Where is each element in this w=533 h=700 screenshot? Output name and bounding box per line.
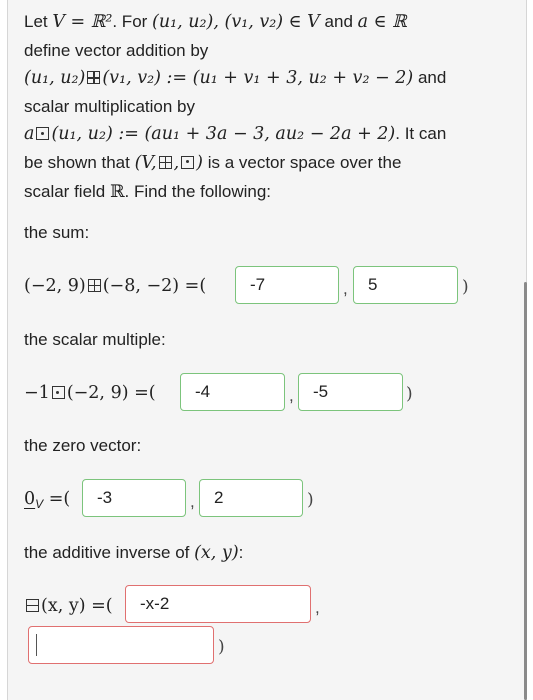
text: is a vector space over the bbox=[202, 152, 402, 172]
input-value: -7 bbox=[250, 275, 266, 294]
boxed-dot-icon bbox=[52, 386, 65, 399]
statement-line-3 bbox=[24, 64, 504, 93]
math: (u₁, u₂) bbox=[24, 68, 86, 89]
math: ℝ bbox=[109, 181, 125, 202]
boxed-dot-icon bbox=[181, 156, 194, 169]
math: (u₁, u₂), (v₁, v₂) ∈ V bbox=[152, 12, 320, 32]
text: be shown that bbox=[24, 152, 135, 172]
zero-y-input[interactable] bbox=[199, 479, 303, 517]
sum-expression bbox=[24, 276, 206, 296]
scalar-expression bbox=[24, 383, 156, 403]
input-value: 5 bbox=[368, 275, 378, 294]
close-paren: ) bbox=[406, 384, 413, 404]
boxed-plus-icon bbox=[87, 71, 100, 84]
statement-line-4: scalar multiplication by bbox=[24, 96, 196, 116]
inverse-label bbox=[24, 543, 243, 563]
math: (−2, 9) bbox=[24, 276, 86, 296]
math: a bbox=[24, 124, 35, 145]
text-cursor bbox=[36, 634, 37, 656]
boxed-minus-icon bbox=[26, 599, 39, 612]
boxed-dot-icon bbox=[36, 127, 49, 140]
text: scalar field bbox=[24, 181, 110, 201]
text: the additive inverse of bbox=[24, 543, 195, 562]
math-subscript: V bbox=[35, 497, 44, 511]
comma-separator: , bbox=[343, 279, 348, 298]
scalar-x-input[interactable] bbox=[180, 373, 285, 411]
sum-x-input[interactable] bbox=[235, 266, 339, 304]
comma-separator: , bbox=[315, 598, 320, 617]
statement-line-5 bbox=[24, 120, 504, 149]
boxed-plus-icon bbox=[88, 279, 101, 292]
math: =( bbox=[43, 489, 71, 509]
math: −1 bbox=[24, 383, 50, 403]
scalar-y-input[interactable] bbox=[298, 373, 403, 411]
close-paren: ) bbox=[462, 277, 469, 297]
zero-expression bbox=[24, 489, 70, 511]
statement-line-6 bbox=[24, 149, 504, 178]
scrollbar[interactable] bbox=[524, 282, 527, 700]
comma-separator: , bbox=[190, 492, 195, 511]
math: (v₁, v₂) := (u₁ + v₁ + 3, u₂ + v₂ − 2) bbox=[102, 68, 414, 89]
sum-label: the sum: bbox=[24, 223, 90, 242]
text: and bbox=[413, 68, 447, 88]
text: and bbox=[319, 12, 358, 31]
inverse-y-input[interactable] bbox=[28, 626, 214, 664]
math: V = ℝ² bbox=[52, 12, 113, 32]
boxed-plus-icon bbox=[159, 156, 172, 169]
zero-label: the zero vector: bbox=[24, 436, 142, 455]
statement-line-7 bbox=[24, 178, 504, 207]
problem-statement bbox=[24, 8, 504, 206]
inverse-expression bbox=[24, 596, 113, 616]
input-value: -3 bbox=[97, 488, 113, 507]
input-value: -5 bbox=[313, 382, 329, 401]
text: : bbox=[238, 543, 244, 562]
zero-x-input[interactable] bbox=[82, 479, 186, 517]
math: a ∈ ℝ bbox=[357, 12, 407, 32]
sum-y-input[interactable] bbox=[353, 266, 458, 304]
scalar-label: the scalar multiple: bbox=[24, 330, 166, 349]
statement-line-1 bbox=[24, 8, 504, 37]
math: ) bbox=[196, 152, 203, 173]
statement-line-2: define vector addition by bbox=[24, 40, 209, 60]
input-value: -4 bbox=[195, 382, 211, 401]
math: (−8, −2) =( bbox=[102, 276, 207, 296]
math: 0 bbox=[24, 489, 36, 509]
comma-separator: , bbox=[289, 386, 294, 405]
input-value: 2 bbox=[214, 488, 224, 507]
math: (u₁, u₂) := (au₁ + 3a − 3, au₂ − 2a + 2) bbox=[51, 124, 396, 145]
math: (x, y) bbox=[194, 543, 239, 563]
text: . For bbox=[112, 12, 153, 31]
close-paren: ) bbox=[218, 637, 225, 657]
text: Let bbox=[24, 12, 53, 31]
close-paren: ) bbox=[307, 490, 314, 510]
text: . It can bbox=[395, 124, 447, 144]
input-value: -x-2 bbox=[140, 594, 170, 613]
math: (V, bbox=[134, 152, 157, 173]
math: (x, y) =( bbox=[41, 596, 113, 616]
text: . Find the following: bbox=[124, 181, 271, 201]
inverse-x-input[interactable] bbox=[125, 585, 311, 623]
math: (−2, 9) =( bbox=[66, 383, 156, 403]
math: , bbox=[173, 152, 180, 173]
